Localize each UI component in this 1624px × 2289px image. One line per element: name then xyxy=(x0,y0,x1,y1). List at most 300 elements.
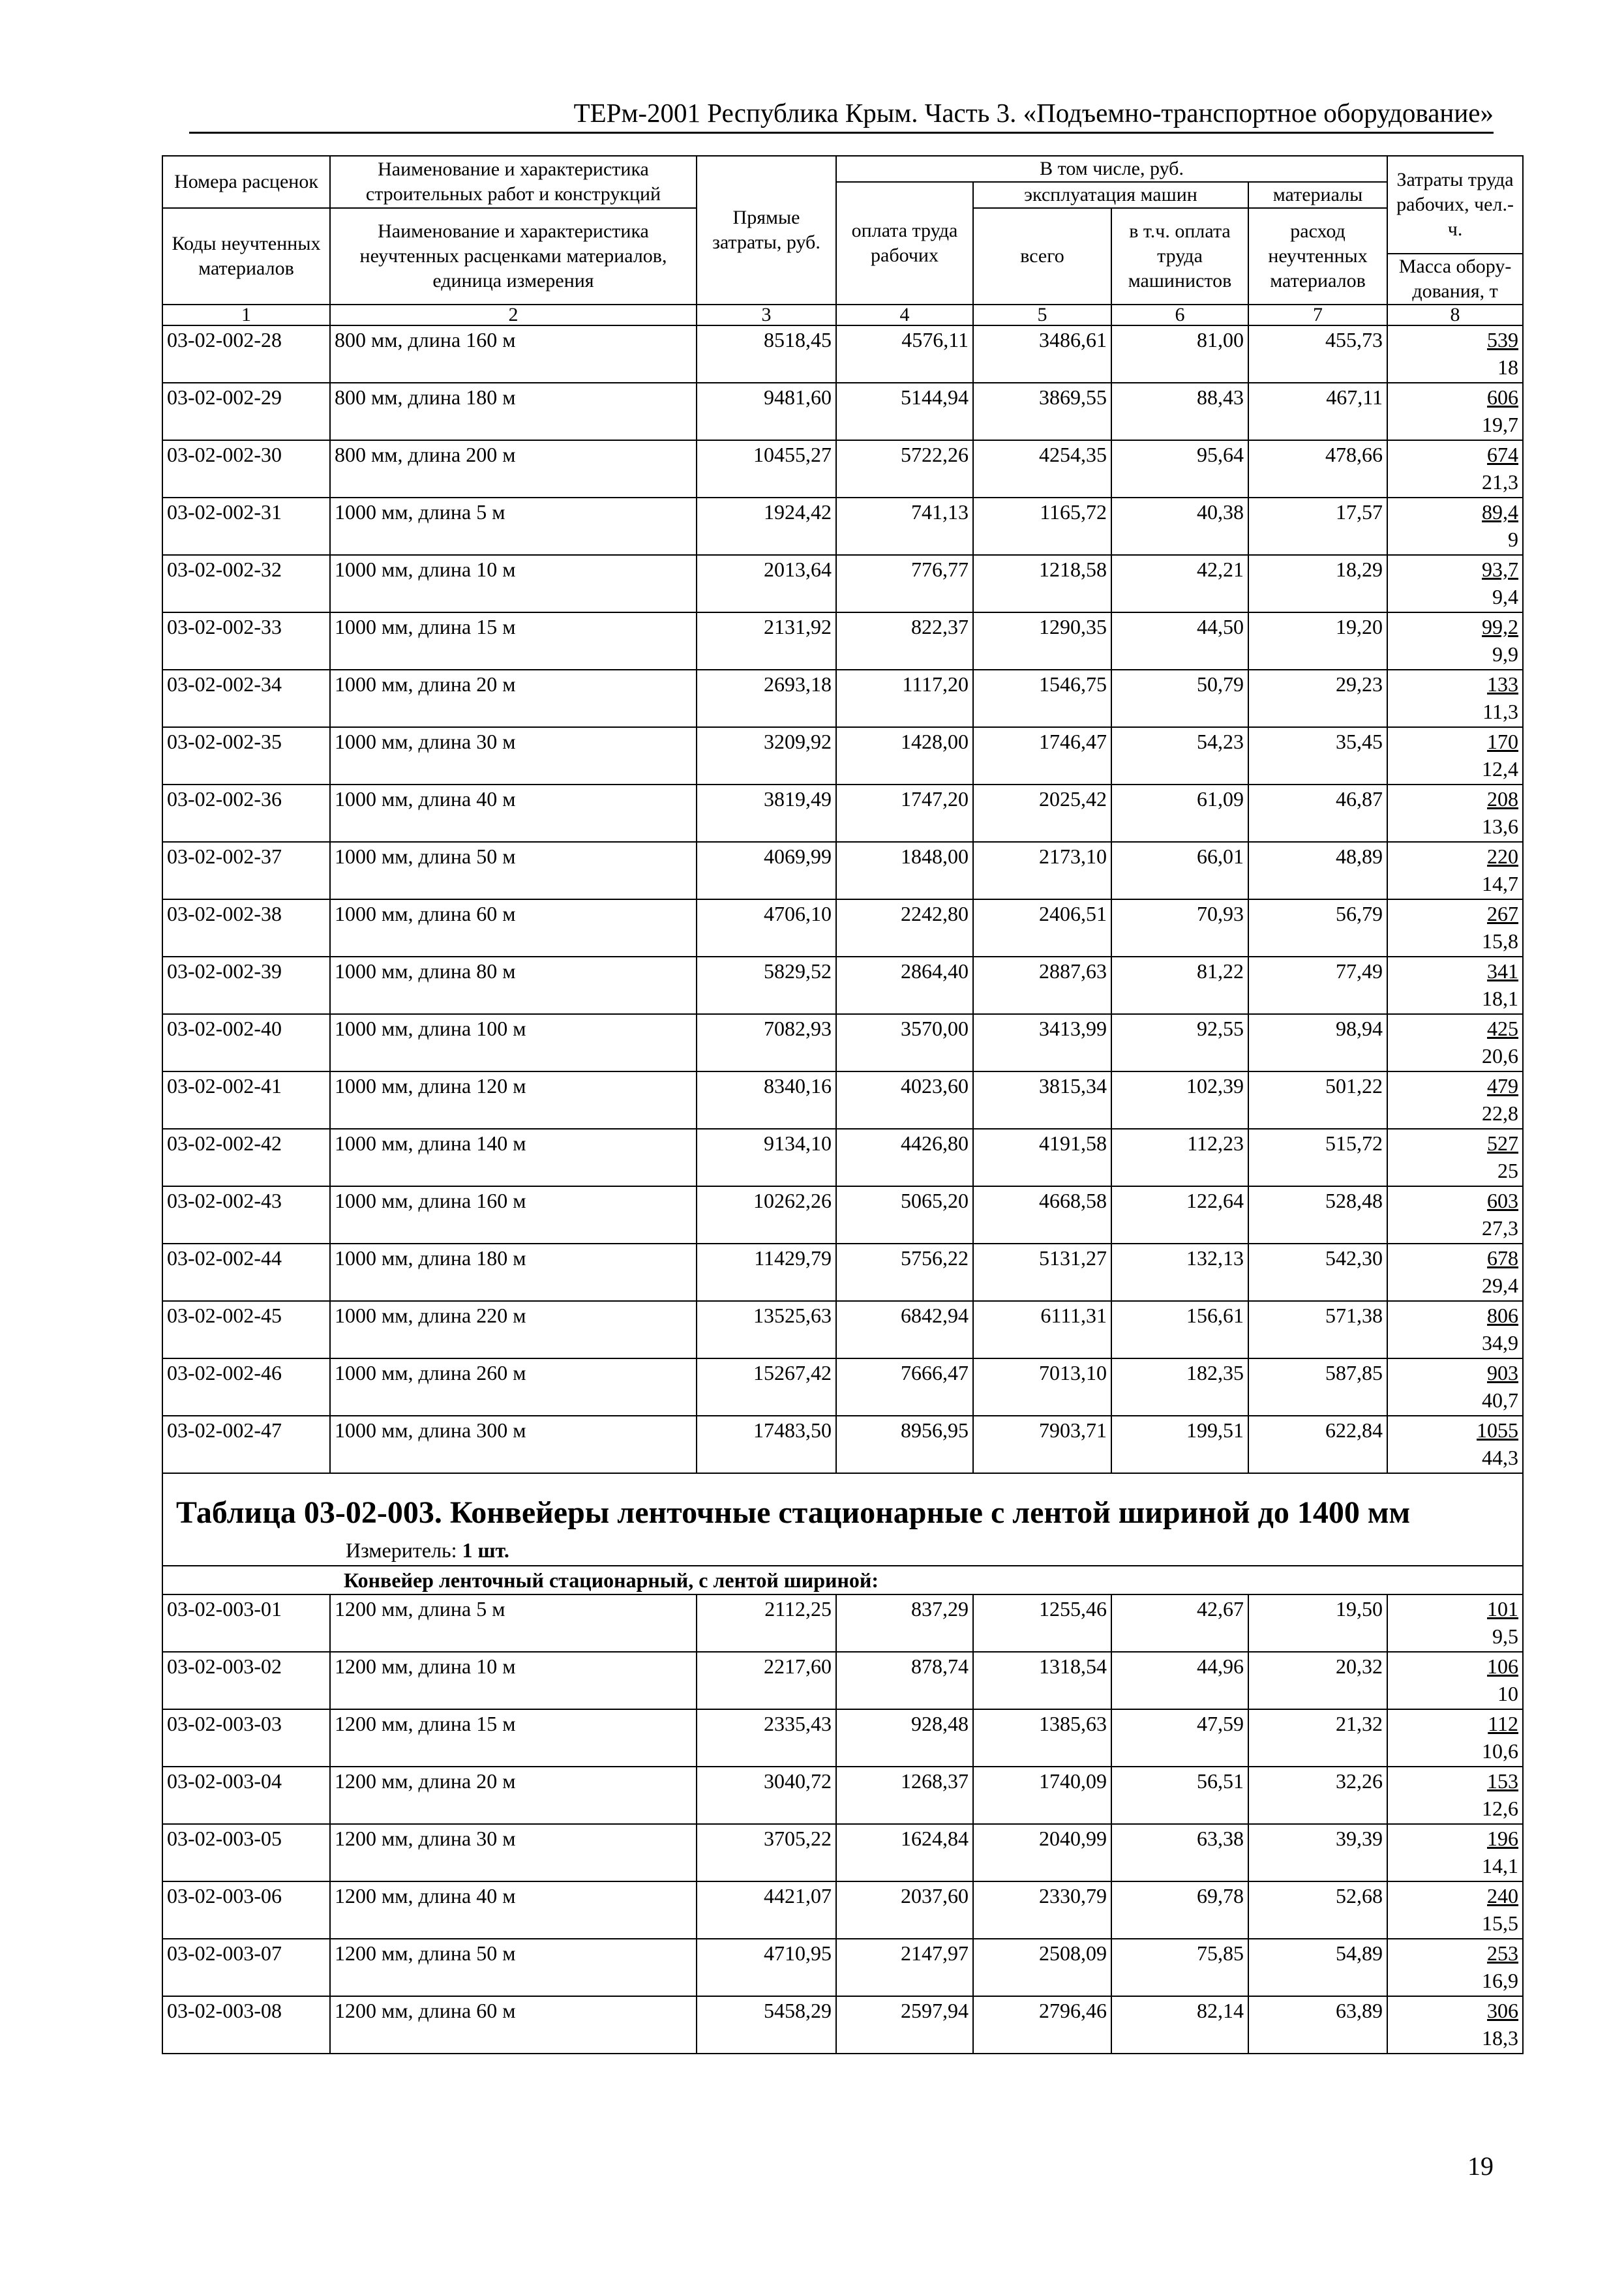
work-description: 1000 мм, длина 20 м xyxy=(330,670,697,727)
work-description: 1000 мм, длина 220 м xyxy=(330,1301,697,1358)
equipment-mass: 16,9 xyxy=(1482,1969,1519,1992)
work-description: 1000 мм, длина 30 м xyxy=(330,727,697,785)
direct-costs: 2335,43 xyxy=(697,1709,836,1767)
machinists-pay: 132,13 xyxy=(1111,1244,1248,1301)
table-row xyxy=(162,325,1523,383)
table-row xyxy=(162,899,1523,957)
rate-code: 03-02-002-37 xyxy=(162,842,330,899)
machines-total: 7013,10 xyxy=(973,1358,1111,1416)
labor-hours: 806 xyxy=(1487,1304,1519,1327)
labor-pay: 1428,00 xyxy=(836,727,973,785)
column-number: 7 xyxy=(1248,305,1387,325)
machinists-pay: 40,38 xyxy=(1111,498,1248,555)
rate-code: 03-02-003-05 xyxy=(162,1824,330,1881)
equipment-mass: 9 xyxy=(1508,528,1519,551)
labor-and-mass xyxy=(1387,1244,1523,1301)
table-row xyxy=(162,1996,1523,2054)
materials-cost: 622,84 xyxy=(1248,1416,1387,1473)
work-description: 800 мм, длина 180 м xyxy=(330,383,697,440)
machinists-pay: 44,96 xyxy=(1111,1652,1248,1709)
materials-cost: 501,22 xyxy=(1248,1071,1387,1129)
machines-total: 1385,63 xyxy=(973,1709,1111,1767)
equipment-mass: 40,7 xyxy=(1482,1388,1519,1412)
labor-hours: 112 xyxy=(1488,1712,1519,1735)
machinists-pay: 47,59 xyxy=(1111,1709,1248,1767)
machines-total: 1546,75 xyxy=(973,670,1111,727)
machines-total: 3815,34 xyxy=(973,1071,1111,1129)
table-row xyxy=(162,1939,1523,1996)
equipment-mass: 29,4 xyxy=(1482,1274,1519,1297)
labor-and-mass xyxy=(1387,899,1523,957)
table-body-03-02-002 xyxy=(162,325,1523,1473)
machines-total: 2796,46 xyxy=(973,1996,1111,2054)
work-description: 1000 мм, длина 180 м xyxy=(330,1244,697,1301)
machines-total: 3413,99 xyxy=(973,1014,1111,1071)
labor-pay: 1747,20 xyxy=(836,785,973,842)
direct-costs: 2131,92 xyxy=(697,612,836,670)
labor-hours: 106 xyxy=(1487,1654,1519,1678)
rate-code: 03-02-002-41 xyxy=(162,1071,330,1129)
direct-costs: 4421,07 xyxy=(697,1881,836,1939)
direct-costs: 11429,79 xyxy=(697,1244,836,1301)
rates-table xyxy=(162,155,1524,2054)
column-number: 2 xyxy=(330,305,697,325)
materials-cost: 587,85 xyxy=(1248,1358,1387,1416)
running-header: ТЕРм-2001 Республика Крым. Часть 3. «Подъемно-транспортное оборудование» xyxy=(573,98,1494,128)
labor-and-mass xyxy=(1387,1767,1523,1824)
labor-and-mass xyxy=(1387,1186,1523,1244)
rate-code: 03-02-002-32 xyxy=(162,555,330,612)
machinists-pay: 81,00 xyxy=(1111,325,1248,383)
table-row xyxy=(162,957,1523,1014)
table-row xyxy=(162,1767,1523,1824)
rate-code: 03-02-002-46 xyxy=(162,1358,330,1416)
machines-total: 3869,55 xyxy=(973,383,1111,440)
work-description: 1200 мм, длина 20 м xyxy=(330,1767,697,1824)
work-description: 1200 мм, длина 5 м xyxy=(330,1594,697,1652)
rate-code: 03-02-002-31 xyxy=(162,498,330,555)
labor-pay: 6842,94 xyxy=(836,1301,973,1358)
table-row xyxy=(162,498,1523,555)
table-row xyxy=(162,1416,1523,1473)
labor-and-mass xyxy=(1387,1996,1523,2054)
direct-costs: 5829,52 xyxy=(697,957,836,1014)
machines-total: 7903,71 xyxy=(973,1416,1111,1473)
header-equipment-mass: Масса обору-дования, т xyxy=(1387,254,1523,305)
rate-code: 03-02-002-35 xyxy=(162,727,330,785)
direct-costs: 3040,72 xyxy=(697,1767,836,1824)
machines-total: 2025,42 xyxy=(973,785,1111,842)
direct-costs: 2013,64 xyxy=(697,555,836,612)
measure-unit xyxy=(163,1536,1522,1565)
machines-total: 4668,58 xyxy=(973,1186,1111,1244)
materials-cost: 46,87 xyxy=(1248,785,1387,842)
section-title: Таблица 03-02-003. Конвейеры ленточные стационарные с лентой шириной до 1400 мм xyxy=(176,1495,1411,1530)
machines-total: 5131,27 xyxy=(973,1244,1111,1301)
labor-hours: 99,2 xyxy=(1482,615,1519,638)
labor-and-mass xyxy=(1387,842,1523,899)
machines-total: 3486,61 xyxy=(973,325,1111,383)
page-number: 19 xyxy=(1467,2151,1494,2181)
work-description: 1000 мм, длина 100 м xyxy=(330,1014,697,1071)
machinists-pay: 102,39 xyxy=(1111,1071,1248,1129)
machines-total: 2173,10 xyxy=(973,842,1111,899)
labor-and-mass xyxy=(1387,383,1523,440)
work-description: 1000 мм, длина 5 м xyxy=(330,498,697,555)
header-materials: материалы xyxy=(1248,182,1387,208)
equipment-mass: 9,9 xyxy=(1492,642,1519,666)
materials-cost: 52,68 xyxy=(1248,1881,1387,1939)
equipment-mass: 25 xyxy=(1497,1159,1519,1182)
materials-cost: 467,11 xyxy=(1248,383,1387,440)
group-heading: Конвейер ленточный стационарный, с лентой шириной: xyxy=(162,1566,1523,1594)
machinists-pay: 56,51 xyxy=(1111,1767,1248,1824)
rate-code: 03-02-002-36 xyxy=(162,785,330,842)
materials-cost: 35,45 xyxy=(1248,727,1387,785)
header-direct-costs: Прямые затраты, руб. xyxy=(697,156,836,305)
labor-and-mass xyxy=(1387,727,1523,785)
rate-code: 03-02-003-08 xyxy=(162,1996,330,2054)
labor-pay: 2597,94 xyxy=(836,1996,973,2054)
labor-and-mass xyxy=(1387,1652,1523,1709)
materials-cost: 48,89 xyxy=(1248,842,1387,899)
equipment-mass: 22,8 xyxy=(1482,1101,1519,1125)
rate-code: 03-02-002-43 xyxy=(162,1186,330,1244)
direct-costs: 5458,29 xyxy=(697,1996,836,2054)
materials-cost: 478,66 xyxy=(1248,440,1387,498)
materials-cost: 39,39 xyxy=(1248,1824,1387,1881)
machinists-pay: 199,51 xyxy=(1111,1416,1248,1473)
labor-hours: 539 xyxy=(1487,328,1519,352)
machinists-pay: 75,85 xyxy=(1111,1939,1248,1996)
equipment-mass: 18,3 xyxy=(1482,2026,1519,2050)
materials-cost: 571,38 xyxy=(1248,1301,1387,1358)
labor-hours: 267 xyxy=(1487,902,1519,925)
labor-pay: 741,13 xyxy=(836,498,973,555)
materials-cost: 455,73 xyxy=(1248,325,1387,383)
labor-hours: 93,7 xyxy=(1482,558,1519,581)
labor-and-mass xyxy=(1387,670,1523,727)
machinists-pay: 66,01 xyxy=(1111,842,1248,899)
labor-and-mass xyxy=(1387,1881,1523,1939)
equipment-mass: 15,5 xyxy=(1482,1911,1519,1935)
machines-total: 2406,51 xyxy=(973,899,1111,957)
machines-total: 1746,47 xyxy=(973,727,1111,785)
labor-pay: 1268,37 xyxy=(836,1767,973,1824)
labor-pay: 2147,97 xyxy=(836,1939,973,1996)
table-row xyxy=(162,383,1523,440)
work-description: 1000 мм, длина 15 м xyxy=(330,612,697,670)
labor-hours: 341 xyxy=(1487,959,1519,983)
header-material-codes: Коды неучтенных материалов xyxy=(162,208,330,305)
machines-total: 1318,54 xyxy=(973,1652,1111,1709)
header-rule xyxy=(189,132,1494,134)
column-number: 8 xyxy=(1387,305,1523,325)
table-row xyxy=(162,727,1523,785)
labor-pay: 2242,80 xyxy=(836,899,973,957)
work-description: 1000 мм, длина 260 м xyxy=(330,1358,697,1416)
labor-hours: 1055 xyxy=(1477,1418,1519,1442)
materials-cost: 20,32 xyxy=(1248,1652,1387,1709)
machines-total: 4254,35 xyxy=(973,440,1111,498)
direct-costs: 4706,10 xyxy=(697,899,836,957)
materials-cost: 17,57 xyxy=(1248,498,1387,555)
header-labor-pay: оплата труда рабочих xyxy=(836,182,973,305)
machinists-pay: 69,78 xyxy=(1111,1881,1248,1939)
machines-total: 2040,99 xyxy=(973,1824,1111,1881)
labor-pay: 5722,26 xyxy=(836,440,973,498)
measure-value: 1 шт. xyxy=(462,1538,509,1562)
materials-cost: 63,89 xyxy=(1248,1996,1387,2054)
rate-code: 03-02-003-04 xyxy=(162,1767,330,1824)
header-machinists-pay: в т.ч. оплата труда машинистов xyxy=(1111,208,1248,305)
equipment-mass: 21,3 xyxy=(1482,470,1519,494)
machinists-pay: 42,21 xyxy=(1111,555,1248,612)
machinists-pay: 61,09 xyxy=(1111,785,1248,842)
labor-hours: 603 xyxy=(1487,1189,1519,1212)
labor-and-mass xyxy=(1387,1071,1523,1129)
equipment-mass: 44,3 xyxy=(1482,1446,1519,1469)
direct-costs: 2693,18 xyxy=(697,670,836,727)
table-row xyxy=(162,1186,1523,1244)
materials-cost: 18,29 xyxy=(1248,555,1387,612)
labor-pay: 928,48 xyxy=(836,1709,973,1767)
labor-and-mass xyxy=(1387,1129,1523,1186)
work-description: 800 мм, длина 200 м xyxy=(330,440,697,498)
direct-costs: 9134,10 xyxy=(697,1129,836,1186)
labor-and-mass xyxy=(1387,325,1523,383)
labor-hours: 101 xyxy=(1487,1597,1519,1621)
labor-and-mass xyxy=(1387,1358,1523,1416)
machines-total: 1290,35 xyxy=(973,612,1111,670)
labor-hours: 89,4 xyxy=(1482,500,1519,524)
table-row xyxy=(162,1244,1523,1301)
machinists-pay: 44,50 xyxy=(1111,612,1248,670)
rate-code: 03-02-002-45 xyxy=(162,1301,330,1358)
labor-pay: 4023,60 xyxy=(836,1071,973,1129)
labor-pay: 5065,20 xyxy=(836,1186,973,1244)
labor-pay: 3570,00 xyxy=(836,1014,973,1071)
materials-cost: 54,89 xyxy=(1248,1939,1387,1996)
table-row xyxy=(162,1129,1523,1186)
rate-code: 03-02-002-40 xyxy=(162,1014,330,1071)
direct-costs: 9481,60 xyxy=(697,383,836,440)
work-description: 1000 мм, длина 120 м xyxy=(330,1071,697,1129)
work-description: 1000 мм, длина 40 м xyxy=(330,785,697,842)
direct-costs: 7082,93 xyxy=(697,1014,836,1071)
labor-pay: 2864,40 xyxy=(836,957,973,1014)
machinists-pay: 182,35 xyxy=(1111,1358,1248,1416)
table-row xyxy=(162,1881,1523,1939)
table-row xyxy=(162,440,1523,498)
table-row xyxy=(162,555,1523,612)
labor-and-mass xyxy=(1387,1594,1523,1652)
labor-pay: 8956,95 xyxy=(836,1416,973,1473)
rate-code: 03-02-003-03 xyxy=(162,1709,330,1767)
work-description: 1200 мм, длина 15 м xyxy=(330,1709,697,1767)
machines-total: 2887,63 xyxy=(973,957,1111,1014)
labor-hours: 208 xyxy=(1487,787,1519,811)
labor-hours: 220 xyxy=(1487,845,1519,868)
header-rate-numbers: Номера расценок xyxy=(162,156,330,208)
labor-hours: 527 xyxy=(1487,1131,1519,1155)
machines-total: 6111,31 xyxy=(973,1301,1111,1358)
labor-pay: 5756,22 xyxy=(836,1244,973,1301)
column-number: 5 xyxy=(973,305,1111,325)
measure-label: Измеритель: xyxy=(346,1538,457,1562)
machinists-pay: 42,67 xyxy=(1111,1594,1248,1652)
labor-and-mass xyxy=(1387,957,1523,1014)
labor-and-mass xyxy=(1387,1939,1523,1996)
table-row xyxy=(162,1824,1523,1881)
machines-total: 1218,58 xyxy=(973,555,1111,612)
equipment-mass: 27,3 xyxy=(1482,1216,1519,1240)
labor-pay: 878,74 xyxy=(836,1652,973,1709)
labor-pay: 5144,94 xyxy=(836,383,973,440)
equipment-mass: 9,5 xyxy=(1492,1624,1519,1648)
work-description: 1000 мм, длина 50 м xyxy=(330,842,697,899)
materials-cost: 98,94 xyxy=(1248,1014,1387,1071)
work-description: 1000 мм, длина 10 м xyxy=(330,555,697,612)
labor-and-mass xyxy=(1387,1709,1523,1767)
rate-code: 03-02-003-06 xyxy=(162,1881,330,1939)
rate-code: 03-02-002-47 xyxy=(162,1416,330,1473)
labor-hours: 253 xyxy=(1487,1941,1519,1965)
table-row xyxy=(162,842,1523,899)
materials-cost: 21,32 xyxy=(1248,1709,1387,1767)
labor-and-mass xyxy=(1387,440,1523,498)
rate-code: 03-02-003-01 xyxy=(162,1594,330,1652)
machines-total: 1165,72 xyxy=(973,498,1111,555)
table-row xyxy=(162,1709,1523,1767)
column-numbers-row xyxy=(162,305,1523,325)
labor-hours: 153 xyxy=(1487,1769,1519,1793)
work-description: 1200 мм, длина 60 м xyxy=(330,1996,697,2054)
direct-costs: 17483,50 xyxy=(697,1416,836,1473)
header-labor-costs: Затраты труда рабочих, чел.-ч. xyxy=(1387,156,1523,254)
labor-pay: 2037,60 xyxy=(836,1881,973,1939)
header-machines-total: всего xyxy=(973,208,1111,305)
column-number: 4 xyxy=(836,305,973,325)
labor-hours: 479 xyxy=(1487,1074,1519,1098)
equipment-mass: 15,8 xyxy=(1482,929,1519,953)
direct-costs: 2112,25 xyxy=(697,1594,836,1652)
labor-pay: 1117,20 xyxy=(836,670,973,727)
machines-total: 2330,79 xyxy=(973,1881,1111,1939)
machines-total: 1255,46 xyxy=(973,1594,1111,1652)
equipment-mass: 20,6 xyxy=(1482,1044,1519,1068)
work-description: 1000 мм, длина 300 м xyxy=(330,1416,697,1473)
direct-costs: 10455,27 xyxy=(697,440,836,498)
equipment-mass: 9,4 xyxy=(1492,585,1519,608)
labor-hours: 425 xyxy=(1487,1017,1519,1040)
table-row xyxy=(162,670,1523,727)
labor-pay: 7666,47 xyxy=(836,1358,973,1416)
machinists-pay: 63,38 xyxy=(1111,1824,1248,1881)
machinists-pay: 50,79 xyxy=(1111,670,1248,727)
labor-hours: 133 xyxy=(1487,672,1519,696)
machinists-pay: 122,64 xyxy=(1111,1186,1248,1244)
labor-hours: 903 xyxy=(1487,1361,1519,1384)
table-row xyxy=(162,1071,1523,1129)
rate-code: 03-02-002-30 xyxy=(162,440,330,498)
labor-pay: 776,77 xyxy=(836,555,973,612)
labor-pay: 4576,11 xyxy=(836,325,973,383)
machinists-pay: 95,64 xyxy=(1111,440,1248,498)
machinists-pay: 156,61 xyxy=(1111,1301,1248,1358)
machinists-pay: 112,23 xyxy=(1111,1129,1248,1186)
equipment-mass: 12,6 xyxy=(1482,1797,1519,1820)
materials-cost: 542,30 xyxy=(1248,1244,1387,1301)
table-body-03-02-003 xyxy=(162,1594,1523,2054)
direct-costs: 8518,45 xyxy=(697,325,836,383)
machinists-pay: 88,43 xyxy=(1111,383,1248,440)
work-description: 1200 мм, длина 40 м xyxy=(330,1881,697,1939)
rate-code: 03-02-002-42 xyxy=(162,1129,330,1186)
materials-cost: 77,49 xyxy=(1248,957,1387,1014)
header-material-names: Наименование и характеристика неучтенных расценками материалов, единица измерения xyxy=(330,208,697,305)
rate-code: 03-02-002-44 xyxy=(162,1244,330,1301)
table-row xyxy=(162,1594,1523,1652)
labor-and-mass xyxy=(1387,1824,1523,1881)
labor-hours: 306 xyxy=(1487,1999,1519,2022)
machinists-pay: 92,55 xyxy=(1111,1014,1248,1071)
materials-cost: 515,72 xyxy=(1248,1129,1387,1186)
labor-and-mass xyxy=(1387,1301,1523,1358)
rate-code: 03-02-002-39 xyxy=(162,957,330,1014)
equipment-mass: 18,1 xyxy=(1482,987,1519,1010)
direct-costs: 3209,92 xyxy=(697,727,836,785)
direct-costs: 1924,42 xyxy=(697,498,836,555)
equipment-mass: 18 xyxy=(1497,355,1519,379)
materials-cost: 56,79 xyxy=(1248,899,1387,957)
equipment-mass: 14,7 xyxy=(1482,872,1519,895)
table-row xyxy=(162,1301,1523,1358)
work-description: 1000 мм, длина 80 м xyxy=(330,957,697,1014)
machinists-pay: 81,22 xyxy=(1111,957,1248,1014)
work-description: 1200 мм, длина 50 м xyxy=(330,1939,697,1996)
equipment-mass: 34,9 xyxy=(1482,1331,1519,1354)
machines-total: 1740,09 xyxy=(973,1767,1111,1824)
column-number: 1 xyxy=(162,305,330,325)
rate-code: 03-02-003-02 xyxy=(162,1652,330,1709)
work-description: 1200 мм, длина 30 м xyxy=(330,1824,697,1881)
machinists-pay: 70,93 xyxy=(1111,899,1248,957)
rate-code: 03-02-002-29 xyxy=(162,383,330,440)
work-description: 1000 мм, длина 140 м xyxy=(330,1129,697,1186)
section-03-02-003 xyxy=(162,1473,1523,1594)
machinists-pay: 54,23 xyxy=(1111,727,1248,785)
table-row xyxy=(162,1014,1523,1071)
work-description: 1000 мм, длина 60 м xyxy=(330,899,697,957)
labor-pay: 837,29 xyxy=(836,1594,973,1652)
equipment-mass: 14,1 xyxy=(1482,1854,1519,1878)
table-row xyxy=(162,1652,1523,1709)
header-work-name: Наименование и характеристика строительных работ и конструкций xyxy=(330,156,697,208)
direct-costs: 15267,42 xyxy=(697,1358,836,1416)
table-header xyxy=(162,156,1523,325)
equipment-mass: 12,4 xyxy=(1482,757,1519,781)
machines-total: 2508,09 xyxy=(973,1939,1111,1996)
labor-hours: 674 xyxy=(1487,443,1519,466)
direct-costs: 3819,49 xyxy=(697,785,836,842)
labor-hours: 240 xyxy=(1487,1884,1519,1908)
direct-costs: 4710,95 xyxy=(697,1939,836,1996)
direct-costs: 8340,16 xyxy=(697,1071,836,1129)
labor-and-mass xyxy=(1387,1014,1523,1071)
rate-code: 03-02-003-07 xyxy=(162,1939,330,1996)
work-description: 800 мм, длина 160 м xyxy=(330,325,697,383)
